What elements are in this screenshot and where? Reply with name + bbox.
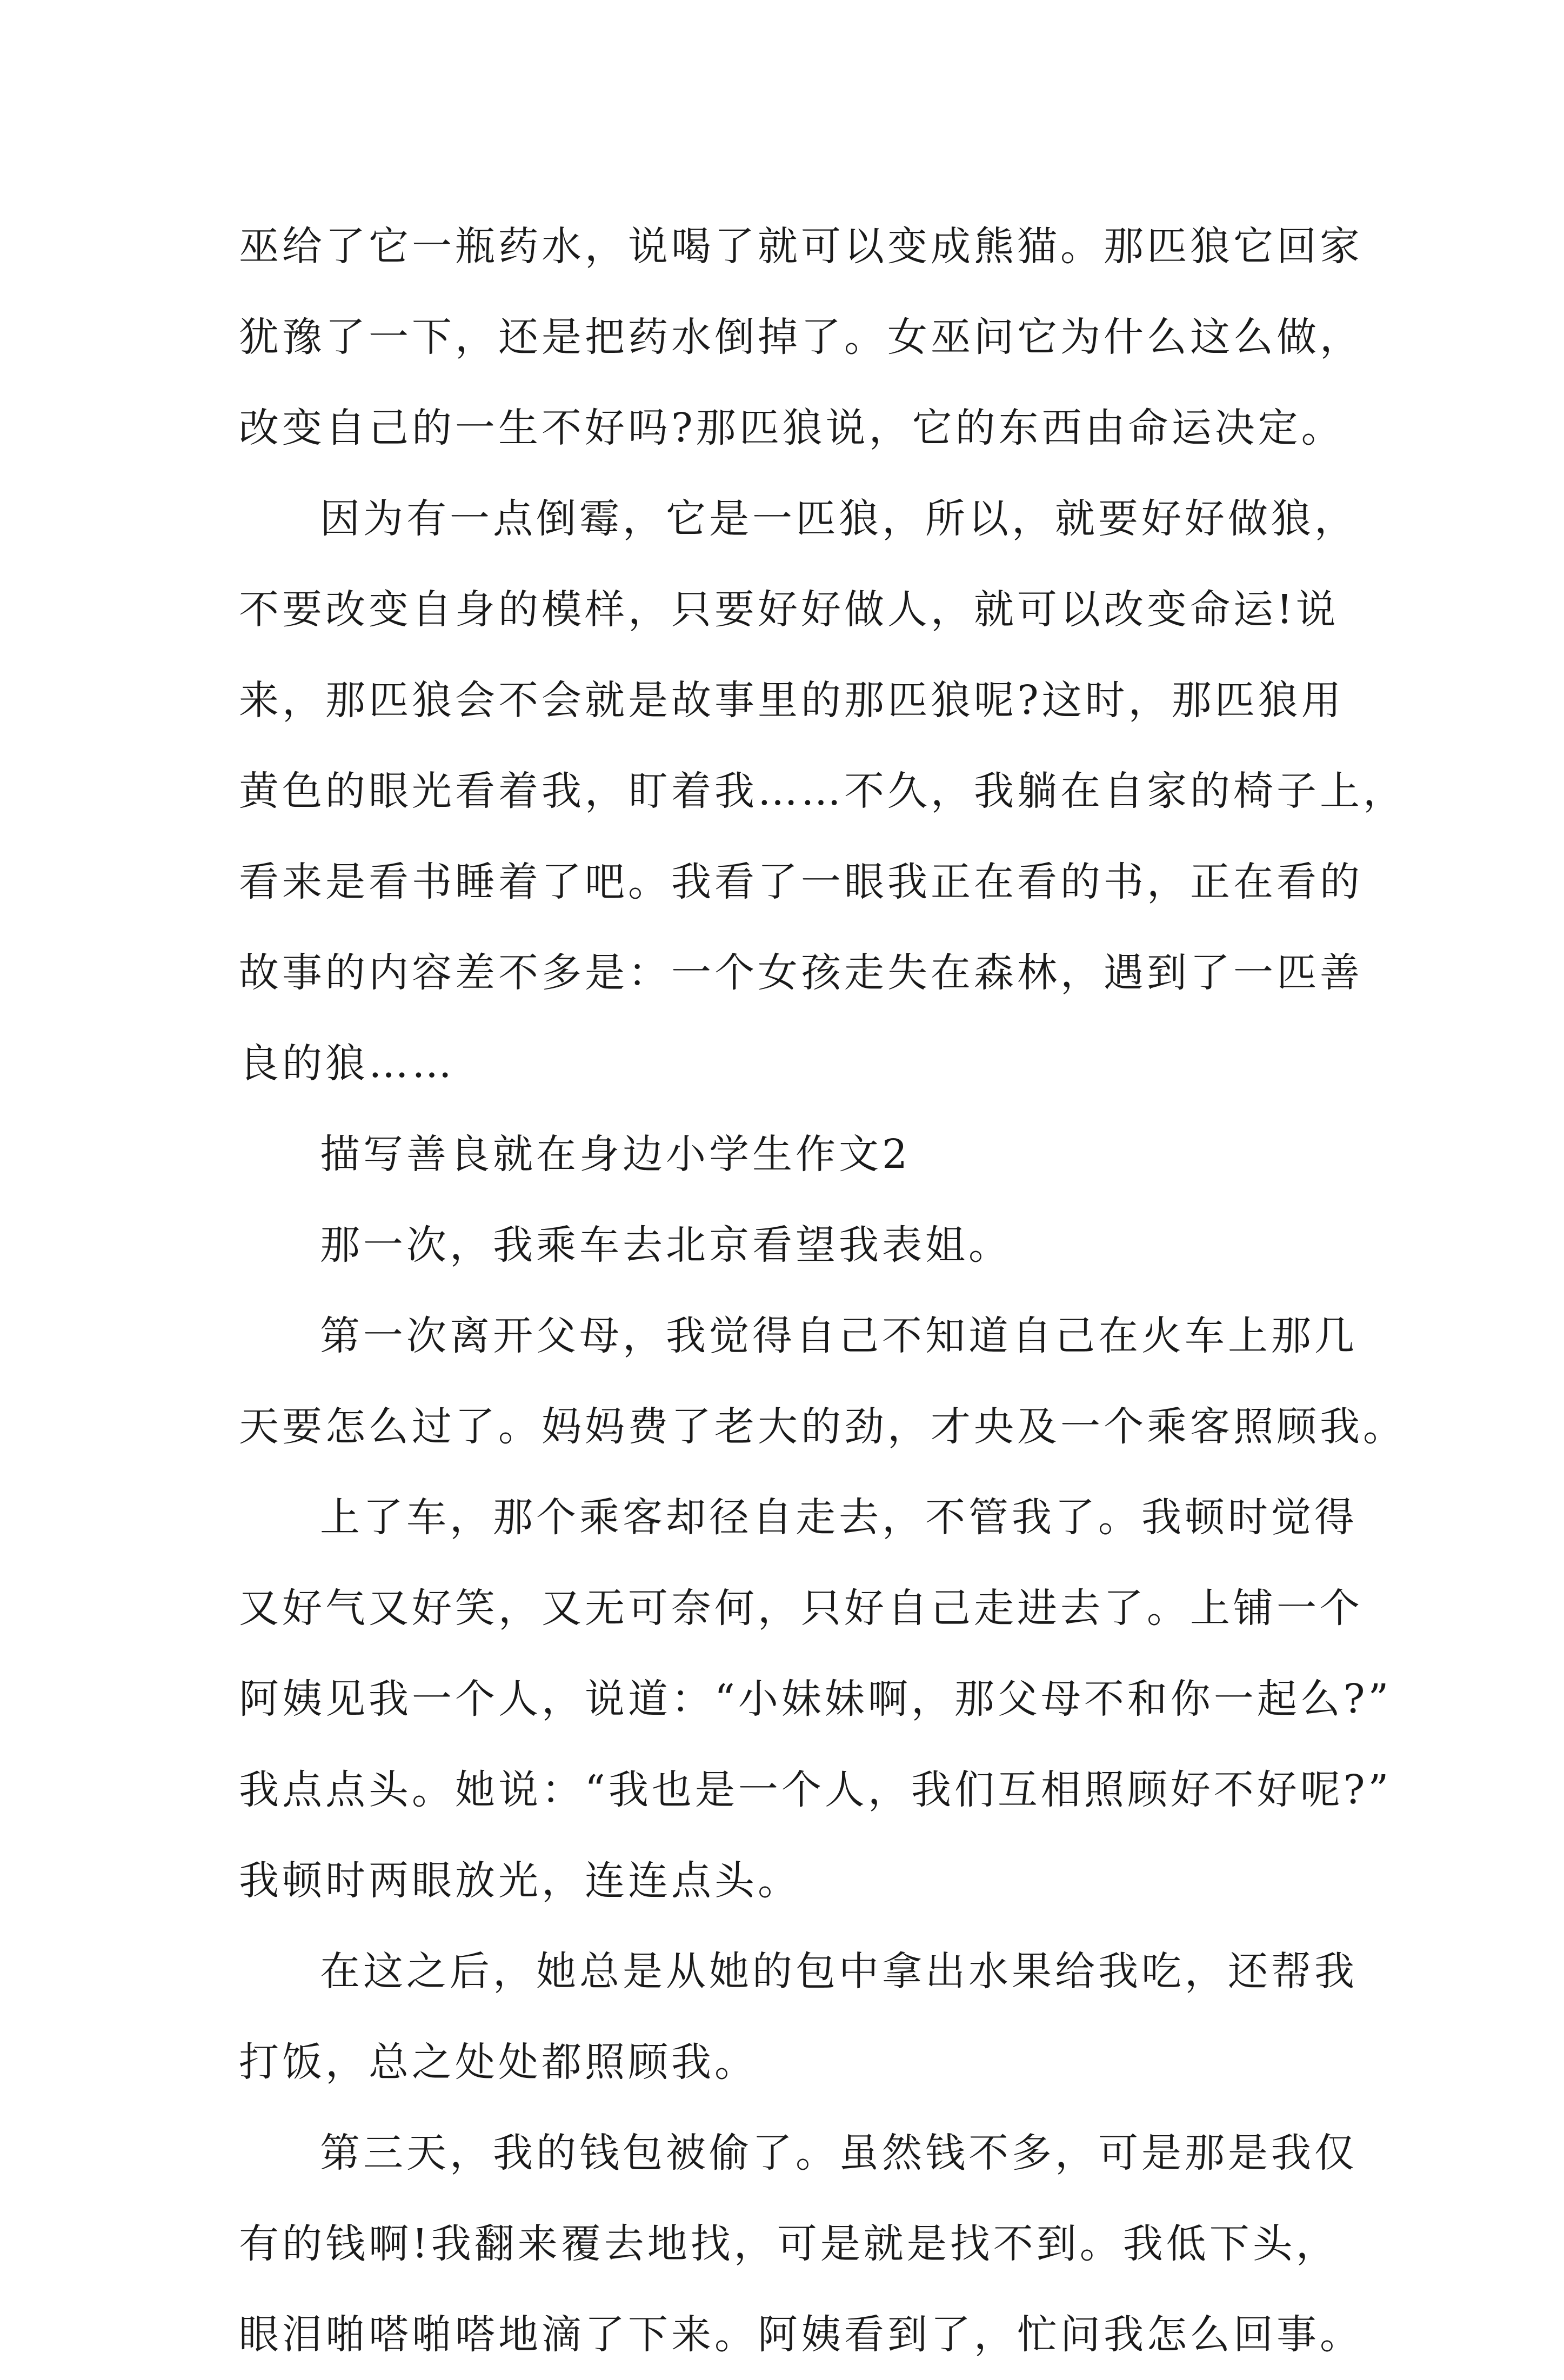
text-line: 犹豫了一下，还是把药水倒掉了。女巫问它为什么这么做， — [239, 314, 1363, 360]
text-line: 上了车，那个乘客却径自走去，不管我了。我顿时觉得 — [320, 1494, 1358, 1541]
text-line: 打饭，总之处处都照顾我。 — [239, 2039, 758, 2085]
text-line: 那一次，我乘车去北京看望我表姐。 — [320, 1222, 1012, 1268]
text-line: 在这之后，她总是从她的包中拿出水果给我吃，还帮我 — [320, 1948, 1358, 1995]
text-line: 故事的内容差不多是：一个女孩走失在森林，遇到了一匹善 — [239, 950, 1363, 996]
text-line: 良的狼…… — [239, 1040, 455, 1087]
text-line: 改变自己的一生不好吗?那匹狼说，它的东西由命运决定。 — [239, 405, 1345, 451]
text-line: 眼泪啪嗒啪嗒地滴了下来。阿姨看到了，忙问我怎么回事。 — [239, 2311, 1363, 2358]
text-line: 巫给了它一瓶药水，说喝了就可以变成熊猫。那匹狼它回家 — [239, 223, 1363, 270]
text-line: 黄色的眼光看着我，盯着我……不久，我躺在自家的椅子上， — [239, 768, 1406, 814]
text-line: 不要改变自身的模样，只要好好做人，就可以改变命运!说 — [239, 586, 1339, 633]
text-line: 我点点头。她说：“我也是一个人，我们互相照顾好不好呢?” — [239, 1767, 1392, 1813]
section-heading: 描写善良就在身边小学生作文2 — [320, 1131, 911, 1178]
text-line: 天要怎么过了。妈妈费了老大的劲，才央及一个乘客照顾我。 — [239, 1403, 1406, 1450]
text-line: 来，那匹狼会不会就是故事里的那匹狼呢?这时，那匹狼用 — [239, 677, 1345, 724]
document-body — [239, 201, 1406, 2380]
text-line: 看来是看书睡着了吧。我看了一眼我正在看的书，正在看的 — [239, 859, 1363, 905]
text-line: 我顿时两眼放光，连连点头。 — [239, 1857, 801, 1904]
text-line: 阿姨见我一个人，说道：“小妹妹啊，那父母不和你一起么?” — [239, 1676, 1392, 1722]
text-line: 第三天，我的钱包被偷了。虽然钱不多，可是那是我仅 — [320, 2130, 1358, 2176]
text-line: 第一次离开父母，我觉得自己不知道自己在火车上那几 — [320, 1313, 1358, 1359]
text-line: 因为有一点倒霉，它是一匹狼，所以，就要好好做狼， — [320, 496, 1358, 542]
text-line: 又好气又好笑，又无可奈何，只好自己走进去了。上铺一个 — [239, 1585, 1363, 1632]
text-line: 有的钱啊!我翻来覆去地找，可是就是找不到。我低下头， — [239, 2221, 1339, 2267]
